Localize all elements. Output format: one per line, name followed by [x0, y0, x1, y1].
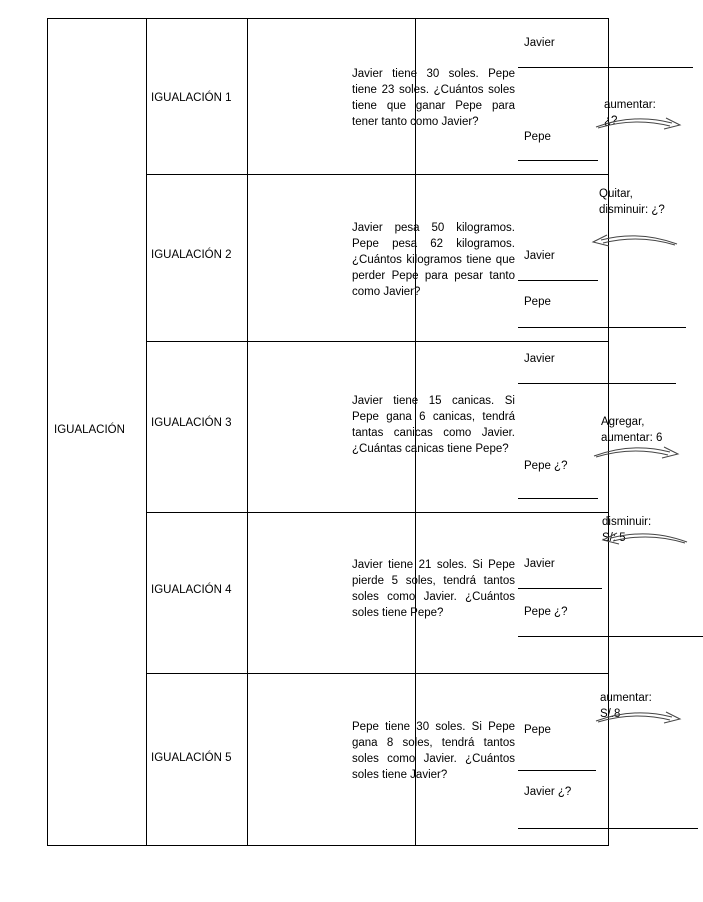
name-bottom: Javier ¿? [524, 786, 572, 798]
name-top: Pepe [524, 724, 551, 736]
diagram-cell [514, 19, 656, 174]
name-bottom: Pepe [524, 131, 551, 143]
bar-line-bottom [518, 327, 686, 328]
operation-note: Agregar, aumentar: 6 [601, 416, 663, 444]
igualacion-table [47, 18, 665, 846]
table-row [146, 512, 652, 673]
diagram-cell [514, 512, 652, 673]
name-bottom: Pepe [524, 296, 551, 308]
row-label: IGUALACIÓN 4 [151, 584, 232, 596]
bar-line-bottom [518, 498, 598, 499]
bar-line-bottom [518, 636, 703, 637]
right-arrow-icon [594, 709, 684, 725]
table-row [146, 673, 652, 847]
right-arrow-icon [592, 444, 682, 460]
row-label: IGUALACIÓN 5 [151, 752, 232, 764]
problem-text: Javier tiene 30 soles. Pepe tiene 23 soles. ¿Cuántos soles tiene que ganar Pepe para tener tanto como Javier? [352, 68, 515, 128]
name-top: Javier [524, 353, 555, 365]
bar-line-top [518, 280, 598, 281]
operation-note: aumentar: S/.8 [600, 692, 652, 720]
row-label: IGUALACIÓN 3 [151, 417, 232, 429]
right-arrow-icon [594, 115, 684, 131]
category-label: IGUALACIÓN [54, 424, 125, 436]
left-arrow-icon [589, 232, 679, 248]
operation-note: aumentar: ¿? [604, 99, 656, 127]
name-top: Javier [524, 250, 555, 262]
bar-line-top [518, 67, 693, 68]
name-top: Javier [524, 558, 555, 570]
problem-text: Javier pesa 50 kilogramos. Pepe pesa 62 kilogramos. ¿Cuántos kilogramos tiene que perder Pepe para pesar tanto como Javier? [352, 222, 515, 298]
row-label: IGUALACIÓN 2 [151, 249, 232, 261]
diagram-cell [514, 341, 663, 512]
operation-note: disminuir: S/: 5 [602, 516, 652, 544]
problem-text: Javier tiene 15 canicas. Si Pepe gana 6 canicas, tendrá tantas canicas como Javier. ¿Cuántas canicas tiene Pepe? [352, 395, 515, 455]
name-top: Javier [524, 37, 555, 49]
problem-text: Pepe tiene 30 soles. Si Pepe gana 8 soles, tendrá tantos soles como Javier. ¿Cuántos soles tiene Javier? [352, 721, 515, 781]
table-row [146, 19, 656, 174]
table-row [146, 174, 665, 341]
diagram-cell [514, 673, 652, 847]
left-arrow-icon [599, 530, 689, 546]
bar-line-bottom [518, 160, 598, 161]
bar-line-top [518, 588, 602, 589]
bar-line-top [518, 383, 676, 384]
diagram-cell [514, 174, 665, 341]
name-bottom: Pepe ¿? [524, 460, 568, 472]
name-bottom: Pepe ¿? [524, 606, 568, 618]
problem-text: Javier tiene 21 soles. Si Pepe pierde 5 soles, tendrá tantos soles como Javier. ¿Cuántos soles tiene Pepe? [352, 559, 515, 619]
bar-line-bottom [518, 828, 698, 829]
row-label: IGUALACIÓN 1 [151, 92, 232, 104]
bar-line-top [518, 770, 596, 771]
operation-note: Quitar, disminuir: ¿? [599, 188, 665, 216]
table-row [146, 341, 663, 512]
